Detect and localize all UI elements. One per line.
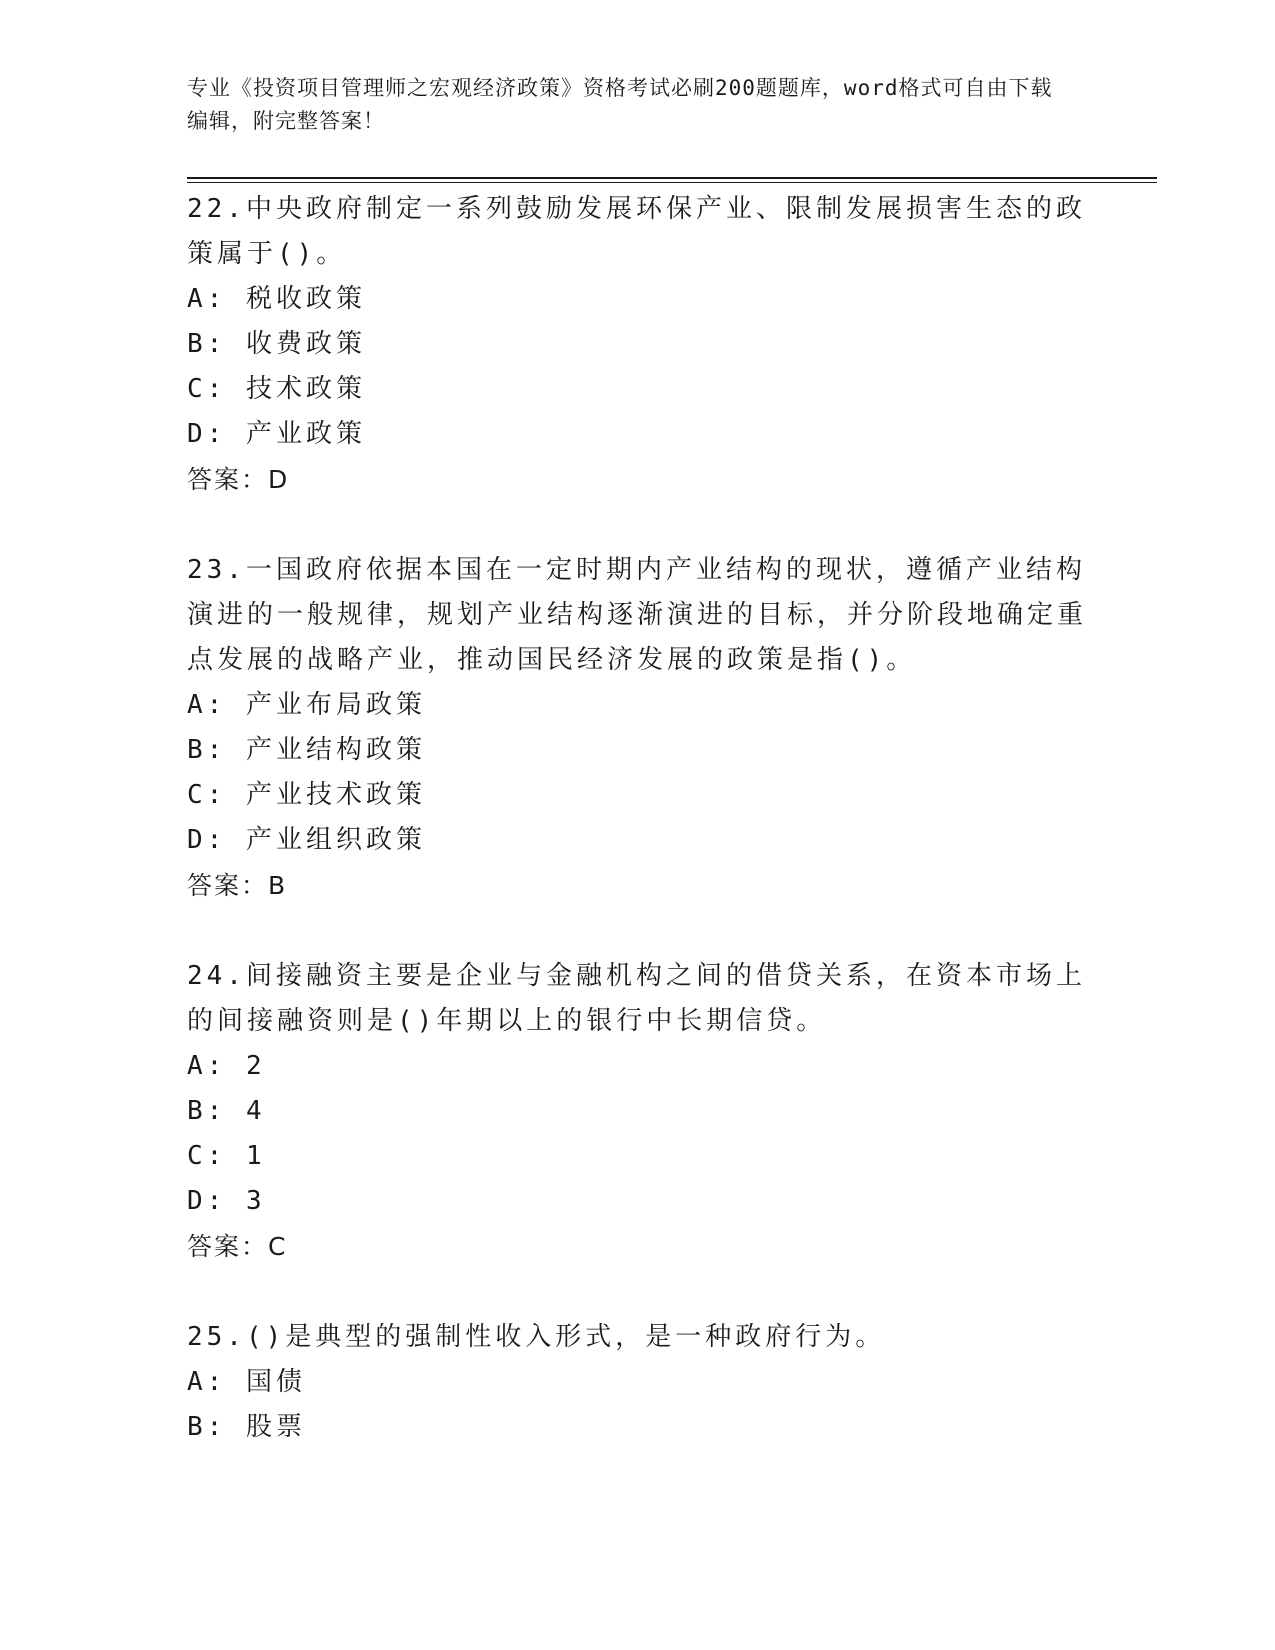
option-text: 产业政策 xyxy=(245,419,366,449)
option-label: A: xyxy=(187,284,227,314)
option-text: 1 xyxy=(245,1141,266,1171)
option-label: B: xyxy=(187,329,227,359)
option-label: A: xyxy=(187,1051,227,1081)
question-stem: 23.一国政府依据本国在一定时期内产业结构的现状，遵循产业结构演进的一般规律，规划产业结构逐渐演进的目标，并分阶段地确定重点发展的战略产业，推动国民经济发展的政策是指()。 xyxy=(187,555,1088,675)
question-list xyxy=(187,187,1087,1496)
option-d xyxy=(187,412,1087,457)
option-b xyxy=(187,1089,1087,1134)
option-b xyxy=(187,728,1087,773)
option-label: D: xyxy=(187,419,227,449)
option-label: D: xyxy=(187,1186,227,1216)
option-d xyxy=(187,818,1087,863)
option-d xyxy=(187,1179,1087,1224)
question-stem: 25.()是典型的强制性收入形式，是一种政府行为。 xyxy=(187,1322,886,1352)
option-label: A: xyxy=(187,690,227,720)
option-text: 产业组织政策 xyxy=(245,825,426,855)
header-divider-thin xyxy=(187,182,1157,183)
option-label: B: xyxy=(187,1096,227,1126)
answer-line: 答案：B xyxy=(187,871,288,900)
option-a xyxy=(187,277,1087,322)
option-label: C: xyxy=(187,1141,227,1171)
option-a xyxy=(187,1360,1087,1405)
question-23 xyxy=(187,548,1087,908)
question-25 xyxy=(187,1315,1087,1450)
option-text: 国债 xyxy=(245,1367,306,1397)
option-c xyxy=(187,1134,1087,1179)
option-text: 4 xyxy=(245,1096,266,1126)
option-c xyxy=(187,773,1087,818)
option-text: 技术政策 xyxy=(245,374,366,404)
option-a xyxy=(187,683,1087,728)
option-text: 产业结构政策 xyxy=(245,735,426,765)
option-text: 股票 xyxy=(245,1412,306,1442)
option-label: D: xyxy=(187,825,227,855)
document-header: 专业《投资项目管理师之宏观经济政策》资格考试必刷200题题库，word格式可自由下载编辑，附完整答案！ xyxy=(187,76,1053,133)
question-stem: 24.间接融资主要是企业与金融机构之间的借贷关系，在资本市场上的间接融资则是()年期以上的银行中长期信贷。 xyxy=(187,961,1086,1036)
option-text: 收费政策 xyxy=(245,329,366,359)
option-c xyxy=(187,367,1087,412)
option-label: C: xyxy=(187,374,227,404)
option-b xyxy=(187,322,1087,367)
option-text: 税收政策 xyxy=(245,284,366,314)
option-text: 3 xyxy=(245,1186,266,1216)
option-label: C: xyxy=(187,780,227,810)
option-text: 产业技术政策 xyxy=(245,780,426,810)
option-label: B: xyxy=(187,1412,227,1442)
option-text: 产业布局政策 xyxy=(245,690,426,720)
option-label: A: xyxy=(187,1367,227,1397)
option-b xyxy=(187,1405,1087,1450)
option-label: B: xyxy=(187,735,227,765)
option-text: 2 xyxy=(245,1051,266,1081)
question-24 xyxy=(187,954,1087,1269)
question-stem: 22.中央政府制定一系列鼓励发展环保产业、限制发展损害生态的政策属于()。 xyxy=(187,194,1086,269)
question-22 xyxy=(187,187,1087,502)
answer-line: 答案：D xyxy=(187,465,290,494)
answer-line: 答案：C xyxy=(187,1232,288,1261)
header-divider-thick xyxy=(187,177,1157,179)
option-a xyxy=(187,1044,1087,1089)
